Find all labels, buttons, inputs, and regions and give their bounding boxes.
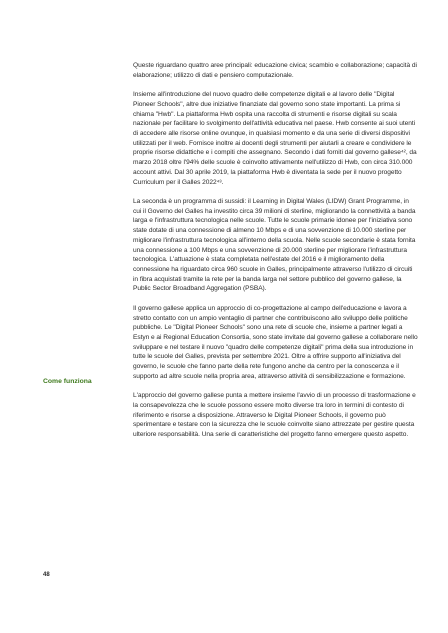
paragraph-approach: L'approccio del governo gallese punta a mettere insieme l'avvio di un processo di trasformazione e la consapevolezza che le scuole possono essere molto diverse tra loro in termini di contesto di riferimento e risorse a disposizione. Attraverso le Digital Pioneer Schools, il governo può sperimentare e testare con la sicurezza che le scuole coinvolte siano attrezzate per gestire questa ulteriore responsabilità. Una serie di caratteristiche del progetto fanno emergere questo aspetto.: [133, 392, 416, 439]
paragraph-areas: Queste riguardano quattro aree principali: educazione civica; scambio e collaborazione; capacità di elaborazione; utilizzo di dati e pensiero computazionale.: [133, 62, 417, 79]
section-side-heading: Come funziona: [43, 378, 92, 385]
paragraph-hwb: Insieme all'introduzione del nuovo quadro delle competenze digitali e al lavoro delle "Digital Pioneer Schools", altre due iniziative finanziate dal governo sono state importanti. La prima si chiama "Hwb". La piattaforma Hwb ospita una raccolta di strumenti e risorse digitali su scala nazionale per facilitare lo svolgimento dell'attività educativa nel paese. Hwb consente ai suoi utenti di accedere alle risorse online ovunque, in qualsiasi momento e da una serie di diversi dispositivi utilizzati per il web. Fornisce inoltre ai docenti degli strumenti per aiutarli a creare e condividere le proprie risorse didattiche e i compiti che assegnano. Secondo i dati forniti dal governo gallese⁴², da marzo 2018 oltre l'94% delle scuole è coinvolto attivamente nell'utilizzo di Hwb, con circa 310.000 account attivi. Dal 30 aprile 2019, la piattaforma Hwb è diventata la sede per il nuovo progetto Curriculum per il Galles 2022⁴³.: [133, 91, 417, 186]
body-text-column: [133, 61, 418, 450]
page-number: 48: [43, 572, 50, 578]
paragraph-lidw-grant: La seconda è un programma di sussidi: il Learning in Digital Wales (LIDW) Grant Programme, in cui il Governo del Galles ha investito circa 39 milioni di sterline, migliorando la connettività a banda larga e l'infrastruttura tecnologica nelle scuole. Tutte le scuole primarie idonee per l'iniziativa sono state dotate di una connessione di almeno 10 Mbps e di una sovvenzione di 10.000 sterline per migliorare l'infrastruttura tecnologica all'interno della scuola. Nelle scuole secondarie è stata fornita una connessione a 100 Mbps e una sovvenzione di 20.000 sterline per migliorare l'infrastruttura tecnologica. L'attuazione è stata completata nell'estate del 2016 e il miglioramento della connessione ha riguardato circa 960 scuole in Galles, principalmente attraverso l'utilizzo di circuiti in fibra acquistati tramite la rete per la banda larga nel settore pubblico del governo gallese, la Public Sector Broadband Aggregation (PSBA).: [133, 198, 416, 293]
paragraph-co-design: Il governo gallese applica un approccio di co-progettazione al campo dell'educazione e lavora a stretto contatto con un ampio ventaglio di partner che contribuiscono allo sviluppo delle politiche pubbliche. Le "Digital Pioneer Schools" sono una rete di scuole che, insieme a partner legati a Estyn e ai Regional Education Consortia, sono state invitate dal governo gallese a collaborare nello sviluppare e nel testare il nuovo "quadro delle competenze digitali" prima della sua introduzione in tutte le scuole del Galles, prevista per settembre 2021. Oltre a offrire supporto all'iniziativa del governo, le scuole che fanno parte della rete fungono anche da centro per la conoscenza e il supporto ad altre scuole nella propria area, attraverso attività di sensibilizzazione e formazione.: [133, 304, 418, 380]
